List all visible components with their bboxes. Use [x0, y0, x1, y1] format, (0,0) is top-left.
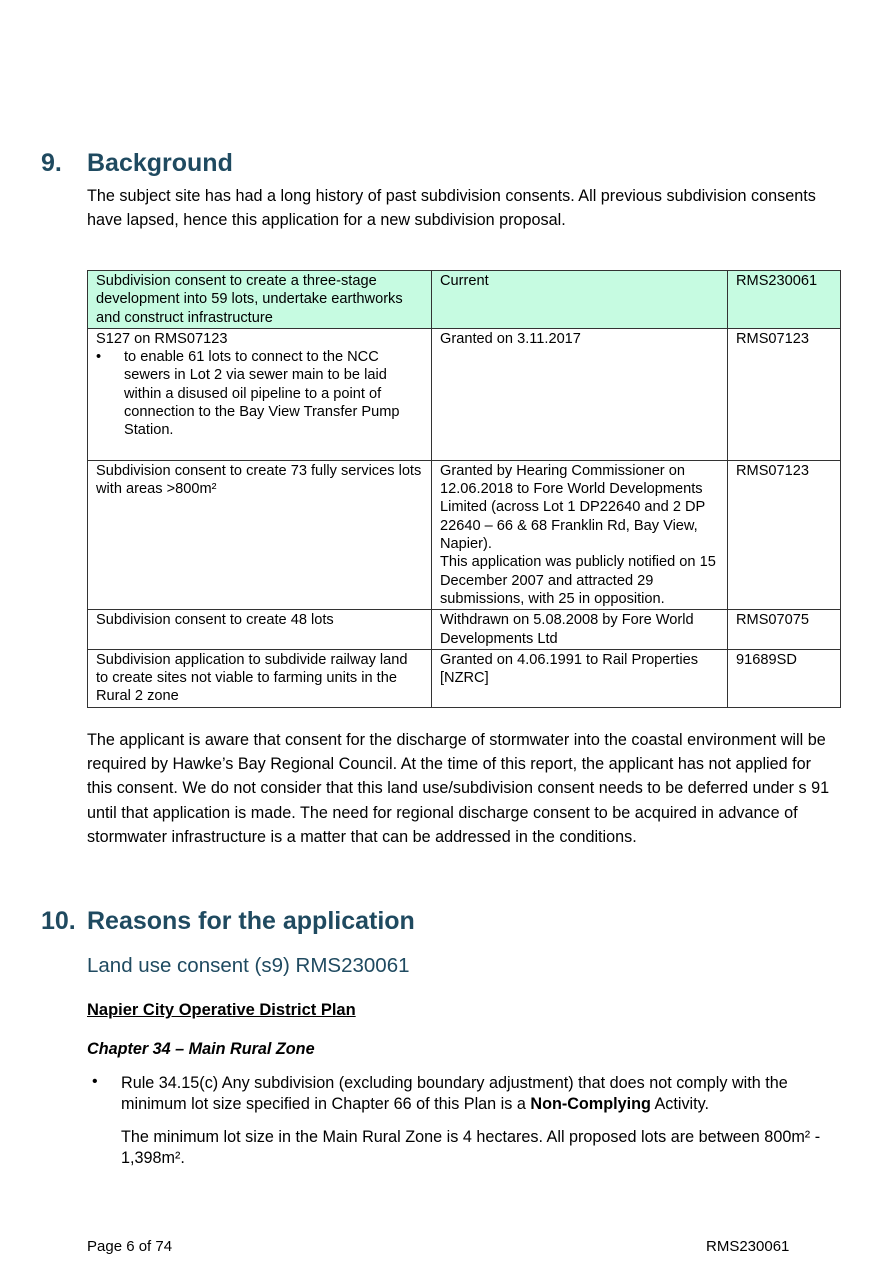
rule-text-end: Activity.	[650, 1095, 710, 1113]
chapter-heading: Chapter 34 – Main Rural Zone	[87, 1040, 315, 1058]
section-9-title: Background	[87, 149, 233, 177]
row-reference: 91689SD	[728, 649, 841, 707]
footer-reference: RMS230061	[706, 1238, 790, 1255]
consent-history-table	[87, 270, 841, 708]
row-bullet-item: • to enable 61 lots to connect to the NCC sewers in Lot 2 via sewer main to be laid within a disused oil pipeline to a point of connection to the Bay View Transfer Pump Station.	[124, 348, 423, 439]
rule-bullet	[121, 1073, 839, 1115]
stormwater-paragraph: The applicant is aware that consent for the discharge of stormwater into the coastal environment will be required by Hawke’s Bay Regional Council. At the time of this report, the applicant has not applied for this consent. We do not consider that this land use/subdivision consent needs to be deferred under s 91 until that application is made. The need for regional discharge consent to be acquired in advance of stormwater infrastructure is a matter that can be addressed in the conditions.	[87, 731, 830, 846]
row-description: Subdivision consent to create a three-stage development into 59 lots, undertake earthworks and construct infrastructure	[88, 271, 432, 329]
row-bullet-list	[96, 348, 423, 439]
section-9-number: 9.	[41, 149, 62, 177]
table-row	[88, 460, 841, 609]
row-reference: RMS07123	[728, 328, 841, 460]
table-row	[88, 610, 841, 650]
row-description-cell	[88, 328, 432, 460]
section-9-heading	[41, 148, 233, 178]
row-status-cell	[432, 460, 728, 609]
page-number: Page 6 of 74	[87, 1238, 173, 1255]
row-status: Granted on 4.06.1991 to Rail Properties [NZRC]	[432, 649, 728, 707]
row-description: Subdivision consent to create 73 fully services lots with areas >800m²	[88, 460, 432, 609]
rule-activity-status: Non-Complying	[530, 1095, 651, 1113]
section-10-number: 10.	[41, 907, 76, 935]
row-status: Granted on 3.11.2017	[432, 328, 728, 460]
district-plan-heading: Napier City Operative District Plan	[87, 1001, 356, 1019]
row-description: Subdivision application to subdivide railway land to create sites not viable to farming units in the Rural 2 zone	[88, 649, 432, 707]
background-intro: The subject site has had a long history of past subdivision consents. All previous subdivision consents have lapsed, hence this application for a new subdivision proposal.	[87, 187, 816, 230]
row-status: Current	[432, 271, 728, 329]
table-row	[88, 649, 841, 707]
row-reference: RMS07075	[728, 610, 841, 650]
table-row	[88, 328, 841, 460]
row-reference: RMS07123	[728, 460, 841, 609]
section-10-title: Reasons for the application	[87, 907, 415, 935]
rule-text: Rule 34.15(c) Any subdivision (excluding boundary adjustment) that does not comply with the minimum lot size specified in Chapter 66 of this Plan is a	[121, 1074, 788, 1113]
section-10-heading	[41, 906, 415, 936]
land-use-consent-subheading: Land use consent (s9) RMS230061	[87, 954, 410, 977]
row-status-note: This application was publicly notified on 15 December 2007 and attracted 29 submissions, with 25 in opposition.	[440, 554, 716, 607]
row-reference: RMS230061	[728, 271, 841, 329]
row-status: Withdrawn on 5.08.2008 by Fore World Developments Ltd	[432, 610, 728, 650]
row-description: S127 on RMS07123	[96, 330, 228, 347]
rule-note: The minimum lot size in the Main Rural Zone is 4 hectares. All proposed lots are between 800m² - 1,398m².	[121, 1128, 821, 1167]
row-status: Granted by Hearing Commissioner on 12.06.2018 to Fore World Developments Limited (across Lot 1 DP22640 and 2 DP 22640 – 66 & 68 Franklin Rd, Bay View, Napier).	[440, 462, 706, 553]
bullet-icon: •	[92, 1073, 98, 1090]
table-row	[88, 271, 841, 329]
row-description: Subdivision consent to create 48 lots	[88, 610, 432, 650]
